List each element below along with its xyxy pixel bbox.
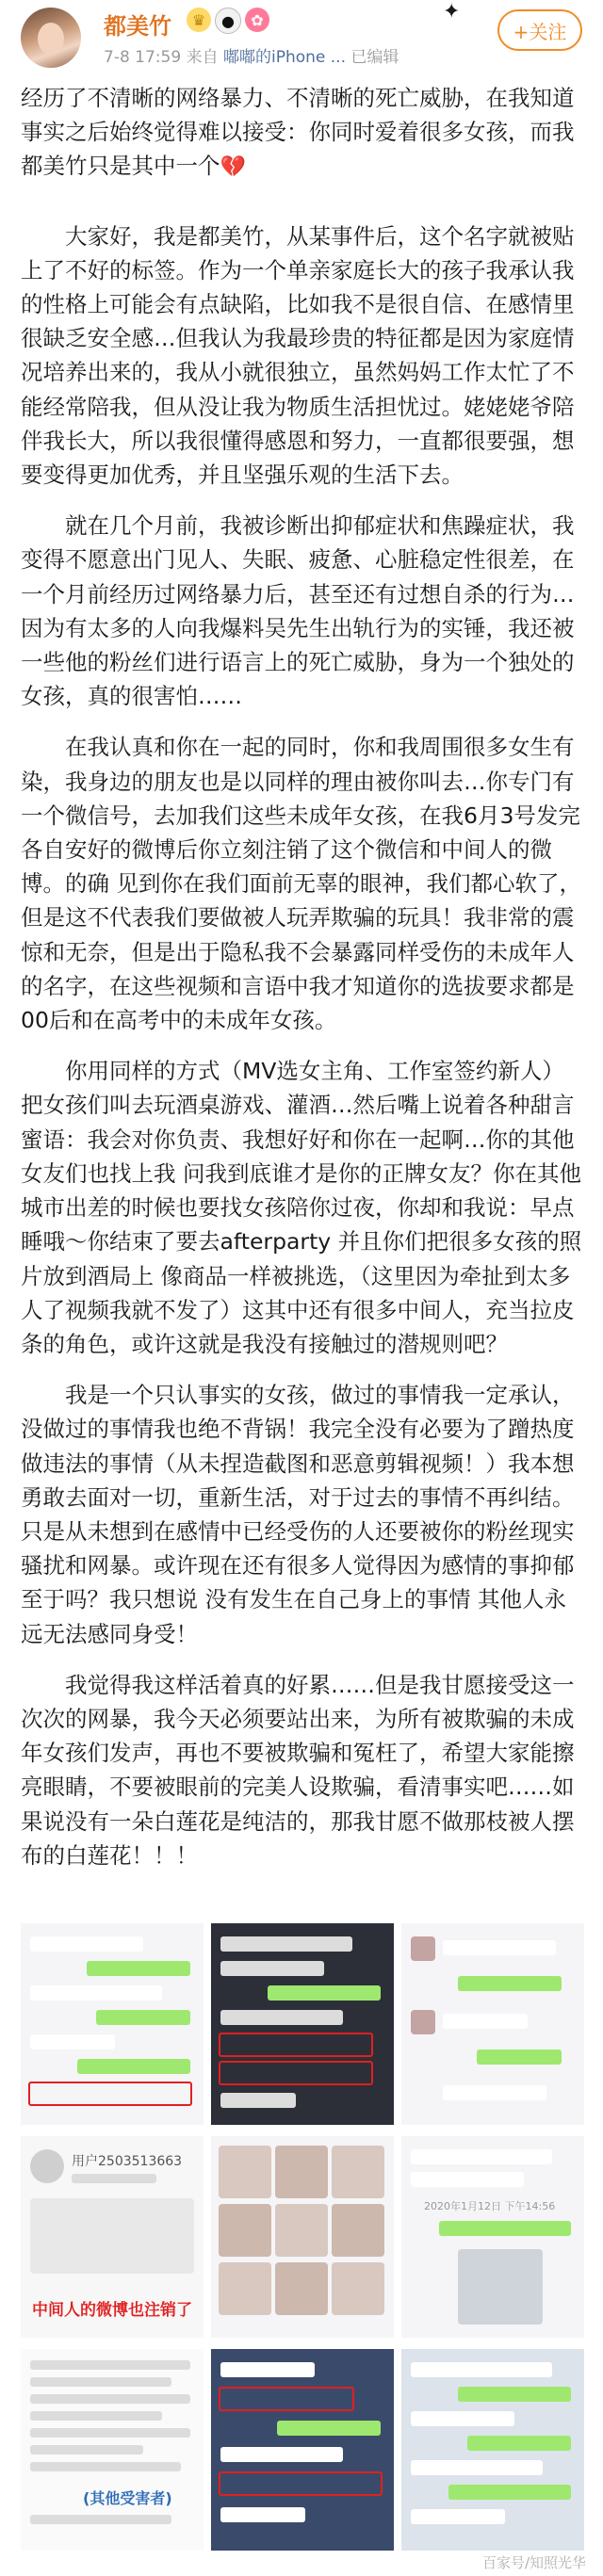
user-badges — [187, 8, 269, 34]
avatar[interactable] — [21, 8, 81, 68]
paragraph: 经历了不清晰的网络暴力、不清晰的死亡威胁，在我知道事实之后始终觉得难以接受：你同时爱着很多女孩，而我都美竹只是其中一个💔 — [21, 85, 575, 180]
chat-screenshot-6[interactable] — [401, 2349, 584, 2551]
panda-icon: ● — [215, 8, 241, 34]
chat-screenshot-4[interactable] — [401, 2136, 584, 2338]
post-body — [21, 81, 586, 1889]
user-name[interactable]: 都美竹 — [104, 13, 171, 40]
broken-heart-icon: 💔 — [220, 155, 246, 180]
text-screenshot[interactable] — [21, 2349, 204, 2551]
user-label: 用户2503513663 — [72, 2154, 183, 2169]
image-grid — [21, 1923, 584, 2551]
photo-collage-screenshot[interactable] — [211, 2136, 394, 2338]
device-source[interactable]: 嘟嘟的iPhone ... — [222, 48, 346, 67]
paragraph: 我觉得我这样活着真的好累……但是我甘愿接受这一次次的网暴，我今天必须要站出来，为所有被欺骗的未成年女孩们发声，再也不要被欺骗和冤枉了，希望大家能擦亮眼睛，不要被眼前的完美人设欺骗，看清事实吧……如果说没有一朵白莲花是纯洁的，那我甘愿不做那枝被人摆布的白莲花！！！ — [21, 1671, 575, 1869]
post-time: 7-8 17:59 — [104, 48, 182, 67]
paragraph: 就在几个月前，我被诊断出抑郁症状和焦躁症状，我变得不愿意出门见人、失眠、疲惫、心脏稳定性很差，在一个月前经历过网络暴力后，甚至还有过想自杀的行为…因为有太多的人向我爆料吴先生出轨行为的实锤，我还被一些他的粉丝们进行语言上的死亡威胁，身为一个独处的女孩，真的很害怕…… — [21, 512, 575, 710]
paragraph: 在我认真和你在一起的同时，你和我周围很多女生有染，我身边的朋友也是以同样的理由被你叫去…你专门有一个微信号，去加我们这些未成年女孩，在我6月3号发完各自安好的微博后你立刻注销了这个微信和中间人的微博。的确 见到你在我们面前无辜的眼神，我们都心软了，但是这不代表我们要做被人玩弄欺骗的玩具！我非常的震惊和无奈，但是出于隐私我不会暴露同样受伤的未成年人的名字，在这些视频和言语中我才知道你的选拔要求都是00后和在高考中的未成年女孩。 — [21, 734, 581, 1034]
vip-badge-icon: ✿ — [245, 8, 269, 32]
paragraph: 我是一个只认事实的女孩，做过的事情我一定承认，没做过的事情我也绝不背锅！我完全没有必要为了蹭热度做违法的事情（从未捏造截图和恶意剪辑视频！）我本想勇敢去面对一切，重新生活，对于过去的事情不再纠结。只是从未想到在感情中已经受伤的人还要被你的粉丝现实骚扰和网暴。或许现在还有很多人觉得因为感情的事抑郁 至于吗？我只想说 没有发生在自己身上的事情 其他人永远无法感同身受！ — [21, 1382, 575, 1647]
chat-screenshot-2[interactable] — [211, 1923, 394, 2125]
paragraph: 大家好，我是都美竹，从某事件后，这个名字就被贴上了不好的标签。作为一个单亲家庭长大的孩子我承认我的性格上可能会有点缺陷，比如我不是很自信、在感情里很缺乏安全感…但我认为我最珍贵的特征都是因为家庭情况培养出来的，我从小就很独立，虽然妈妈工作太忙了不能经常陪我，但从没让我为物质生活担忧过。姥姥姥爷陪伴我长大，所以我很懂得感恩和努力，一直都很要强，想要变得更加优秀，并且坚强乐观的生活下去。 — [21, 222, 575, 489]
chat-screenshot-5[interactable] — [211, 2349, 394, 2551]
time-label: 2020年1月12日 下午14:56 — [424, 2200, 556, 2212]
watermark: 百家号/知照光华 — [481, 2554, 586, 2571]
crown-icon: ♛ — [187, 8, 211, 32]
victim-note: (其他受害者) — [83, 2489, 172, 2507]
middleman-note: 中间人的微博也注销了 — [32, 2301, 192, 2320]
weibo-deleted-screenshot[interactable] — [21, 2136, 204, 2338]
source-prefix: 来自 — [186, 48, 219, 67]
post-meta — [104, 43, 399, 67]
follow-button[interactable]: +关注 — [497, 9, 582, 51]
paragraph: 你用同样的方式（MV选女主角、工作室签约新人）把女孩们叫去玩酒桌游戏、灌酒…然后嘴上说着各种甜言蜜语：我会对你负责、我想好好和你在一起啊…你的其他女友们也找上我 问我到底谁才是你的正牌女友？你在其他城市出差的时候也要找女孩陪你过夜，你却和我说：早点睡哦～你结束了要去afterparty 并且你们把很多女孩的照片放到酒局上 像商品一样被挑选，（这里因为牵扯到太多人了视频我就不发了）这其中还有很多中间人，充当拉皮条的角色，或许这就是我没有接触过的潜规则吧？ — [21, 1058, 582, 1357]
chat-screenshot-3[interactable] — [401, 1923, 584, 2125]
post-header — [0, 0, 603, 73]
edited-label: 已编辑 — [350, 48, 399, 67]
chat-screenshot-1[interactable] — [21, 1923, 204, 2125]
decoration-icon: ✦ — [443, 0, 461, 24]
